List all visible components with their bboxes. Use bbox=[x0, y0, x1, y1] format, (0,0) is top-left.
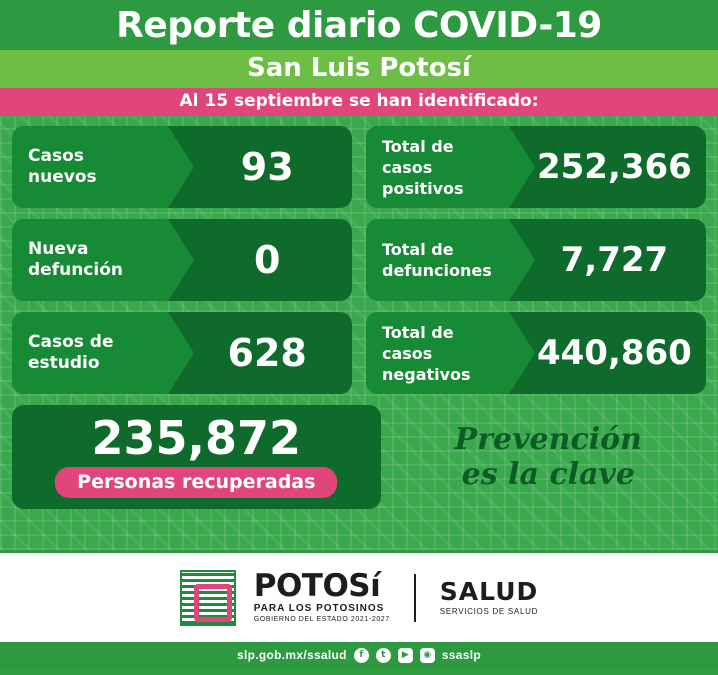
stat-value: 0 bbox=[253, 238, 281, 282]
footer-logos bbox=[0, 550, 718, 642]
stat-card-casos-nuevos bbox=[12, 126, 352, 208]
recovered-value: 235,872 bbox=[91, 410, 302, 465]
stat-value: 93 bbox=[240, 145, 294, 189]
recovered-row bbox=[12, 405, 706, 509]
stat-label-line2: nuevos bbox=[28, 167, 97, 187]
stat-label-line1: Casos de bbox=[28, 332, 114, 352]
state-name: San Luis Potosí bbox=[247, 53, 471, 83]
youtube-icon[interactable]: ▶ bbox=[398, 648, 413, 663]
stat-label-line1: Total de bbox=[382, 322, 454, 342]
recovered-card bbox=[12, 405, 381, 509]
stat-label bbox=[366, 312, 509, 394]
stats-row bbox=[12, 219, 706, 301]
stat-label-line1: Total de bbox=[382, 136, 454, 156]
social-bar bbox=[0, 642, 718, 668]
state-banner bbox=[0, 50, 718, 88]
logo-government: GOBIERNO DEL ESTADO 2021-2027 bbox=[253, 616, 390, 623]
slogan bbox=[391, 405, 706, 509]
stat-value: 628 bbox=[227, 331, 307, 375]
stat-label-line2: estudio bbox=[28, 353, 100, 373]
social-handle[interactable]: ssaslp bbox=[441, 648, 481, 662]
stat-label-line1: Casos bbox=[28, 146, 84, 166]
stat-label bbox=[366, 126, 509, 208]
date-banner bbox=[0, 88, 718, 116]
stat-card-total-casos-negativos bbox=[366, 312, 706, 394]
twitter-icon[interactable]: t bbox=[376, 648, 391, 663]
header bbox=[0, 0, 718, 50]
stats-row bbox=[12, 126, 706, 208]
stat-label-line3: positivos bbox=[382, 178, 464, 198]
stat-label bbox=[12, 312, 168, 394]
salud-subtitle: SERVICIOS DE SALUD bbox=[439, 607, 539, 616]
website-url[interactable]: slp.gob.mx/ssalud bbox=[237, 648, 347, 662]
potosi-logo-text bbox=[254, 570, 390, 625]
logo-tagline: PARA LOS POTOSINOS bbox=[253, 603, 385, 614]
stat-label-line2: defunción bbox=[28, 260, 123, 280]
stat-label bbox=[12, 126, 168, 208]
date-line: Al 15 septiembre se han identificado: bbox=[179, 91, 539, 111]
stat-label-line1: Nueva bbox=[28, 239, 89, 259]
footer-divider bbox=[414, 574, 416, 622]
stat-label-line3: negativos bbox=[382, 364, 471, 384]
stat-label bbox=[366, 219, 509, 301]
stat-card-total-casos-positivos bbox=[366, 126, 706, 208]
stat-label-line2: casos bbox=[382, 157, 433, 177]
potosi-logo-icon bbox=[180, 570, 236, 626]
page-title: Reporte diario COVID-19 bbox=[116, 5, 602, 46]
stat-label-line2: casos bbox=[382, 343, 433, 363]
salud-title: SALUD bbox=[439, 577, 539, 606]
slogan-line1: Prevención bbox=[454, 422, 642, 457]
stat-card-total-defunciones bbox=[366, 219, 706, 301]
stats-row bbox=[12, 312, 706, 394]
stat-card-casos-de-estudio bbox=[12, 312, 352, 394]
instagram-icon[interactable]: ◉ bbox=[420, 648, 435, 663]
stat-label-line1: Total de bbox=[382, 240, 454, 259]
slogan-line2: es la clave bbox=[461, 457, 635, 492]
stat-card-nueva-defuncion bbox=[12, 219, 352, 301]
stat-value: 440,860 bbox=[536, 333, 692, 373]
stat-label-line2: defunciones bbox=[382, 261, 492, 280]
facebook-icon[interactable]: f bbox=[354, 648, 369, 663]
stats-area bbox=[0, 116, 718, 550]
salud-logo bbox=[440, 578, 538, 617]
stat-value: 7,727 bbox=[560, 240, 669, 280]
recovered-label: Personas recuperadas bbox=[55, 467, 337, 498]
stat-label bbox=[12, 219, 168, 301]
stat-value: 252,366 bbox=[536, 147, 692, 187]
logo-name: POTOSí bbox=[253, 568, 381, 604]
